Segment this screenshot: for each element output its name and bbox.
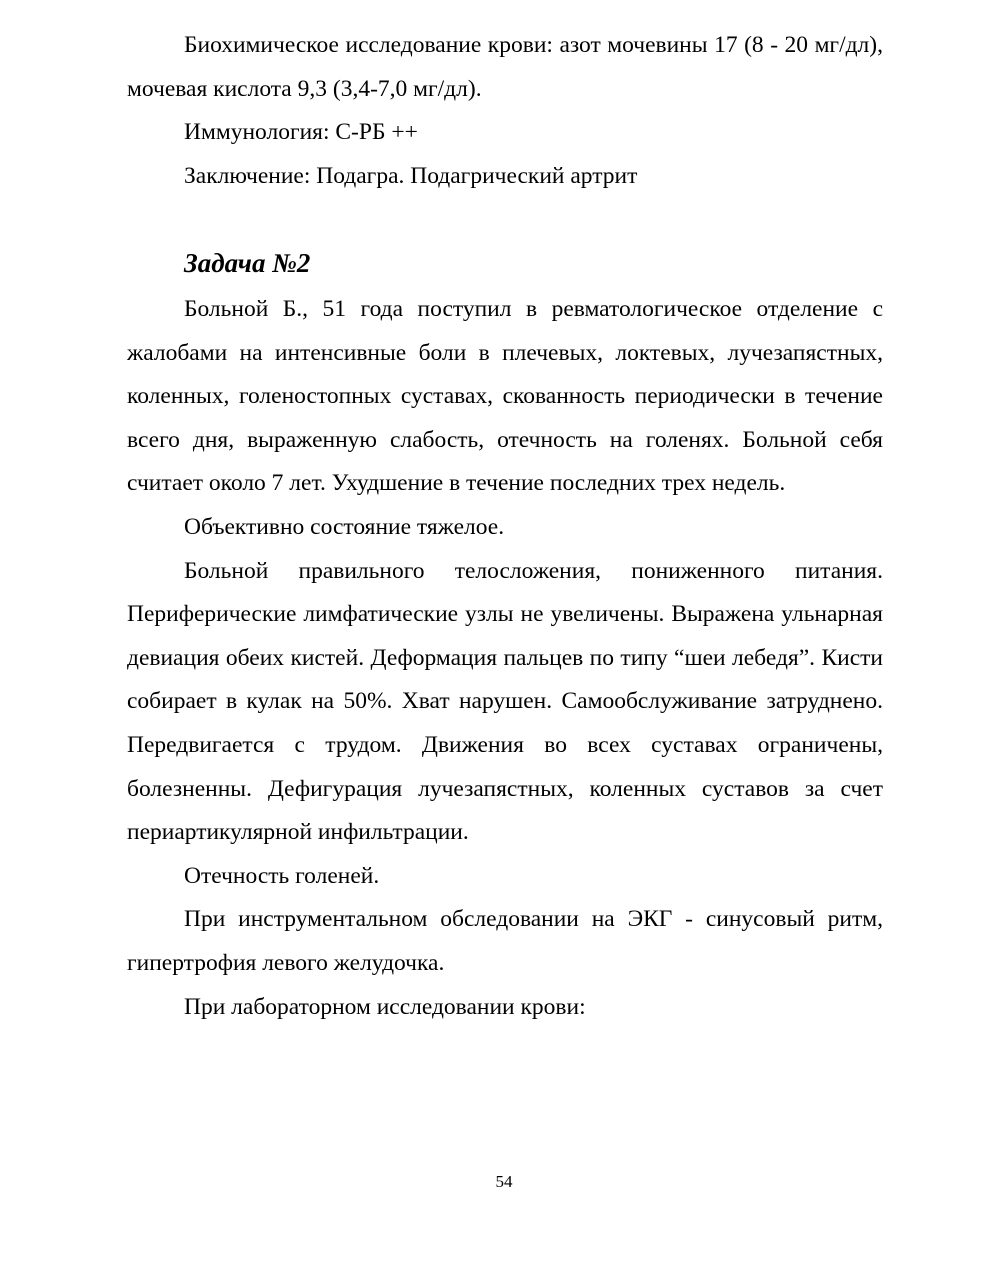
paragraph-conclusion: Заключение: Подагра. Подагрический артрит xyxy=(184,162,638,189)
page-number: 54 xyxy=(495,1172,513,1191)
paragraph-edema: Отечность голеней. xyxy=(184,862,380,889)
paragraph-biochemistry: Биохимическое исследование крови: азот мочевины 17 (8 - 20 мг/дл), мочевая кислота 9,3 (3,4-7,0 мг/дл). xyxy=(127,32,883,102)
paragraph-lab-tests: При лабораторном исследовании крови: xyxy=(184,993,586,1020)
task-heading: Задача №2 xyxy=(184,248,311,278)
paragraph-examination: Больной правильного телосложения, пониженного питания. Периферические лимфатические узлы не увеличены. Выражена ульнарная девиация обеих кистей. Деформация пальцев по типу “шеи лебедя”. Кисти собирает в кулак на 50%. Хват нарушен. Самообслуживание затруднено. Передвигается с трудом. Движения во всех суставах ограничены, болезненны. Дефигурация лучезапястных, коленных суставов за счет периартикулярной инфильтрации. xyxy=(127,557,883,846)
paragraph-immunology: Иммунология: С-РБ ++ xyxy=(184,119,418,146)
paragraph-ecg: При инструментальном обследовании на ЭКГ - синусовый ритм, гипертрофия левого желудочка. xyxy=(127,906,883,976)
task-text-block xyxy=(127,288,883,1029)
top-text-block xyxy=(127,24,883,198)
paragraph-complaints: Больной Б., 51 года поступил в ревматологическое отделение с жалобами на интенсивные боли в плечевых, локтевых, лучезапястных, коленных, голеностопных суставах, скованность периодически в течение всего дня, выраженную слабость, отечность на голенях. Больной себя считает около 7 лет. Ухудшение в течение последних трех недель. xyxy=(127,296,883,497)
paragraph-objective-state: Объективно состояние тяжелое. xyxy=(184,513,505,540)
